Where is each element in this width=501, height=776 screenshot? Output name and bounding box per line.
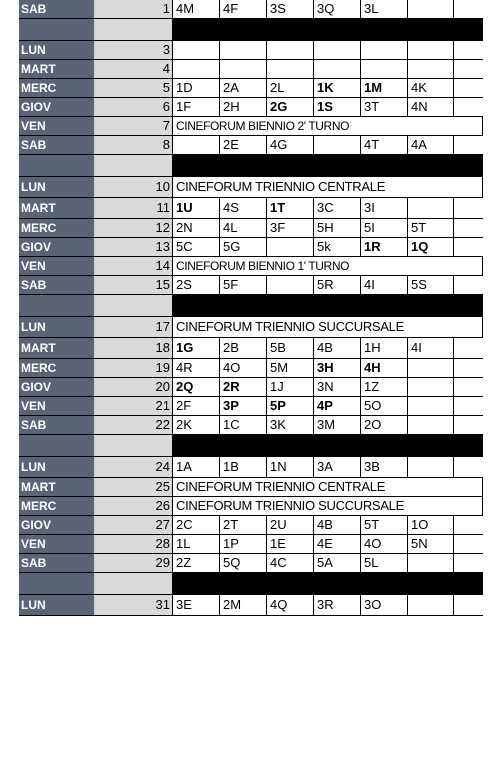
class-cell bbox=[408, 60, 454, 78]
class-cell: 1A bbox=[173, 457, 220, 477]
class-cell: 5B bbox=[267, 338, 314, 358]
class-cell: 2Q bbox=[173, 378, 220, 396]
class-cell: 4P bbox=[314, 397, 361, 415]
class-cell: 1E bbox=[267, 535, 314, 553]
class-cell: 3I bbox=[361, 198, 408, 218]
week-separator-row bbox=[19, 573, 483, 595]
class-cell: 1L bbox=[173, 535, 220, 553]
class-cell: 4B bbox=[314, 516, 361, 534]
class-cell: 5O bbox=[361, 397, 408, 415]
class-cell: 5R bbox=[314, 276, 361, 294]
event-cell: CINEFORUM TRIENNIO SUCCURSALE bbox=[173, 317, 483, 337]
day-cell: MERC bbox=[19, 79, 95, 97]
class-cell: 2N bbox=[173, 219, 220, 237]
class-cell: 4N bbox=[408, 98, 454, 116]
table-row bbox=[19, 276, 483, 295]
day-cell: LUN bbox=[19, 41, 95, 59]
class-cell: 1U bbox=[173, 198, 220, 218]
date-cell bbox=[95, 155, 173, 176]
class-cell: 4H bbox=[361, 359, 408, 377]
class-cell: 4E bbox=[314, 535, 361, 553]
day-cell bbox=[19, 295, 95, 316]
class-cell: 2T bbox=[220, 516, 267, 534]
class-cell: 2M bbox=[220, 595, 267, 615]
class-cell: 2A bbox=[220, 79, 267, 97]
table-row bbox=[19, 535, 483, 554]
class-cell: 3Q bbox=[314, 0, 361, 18]
date-cell: 13 bbox=[95, 238, 173, 256]
day-cell: LUN bbox=[19, 177, 95, 197]
class-cell: 2F bbox=[173, 397, 220, 415]
date-cell: 17 bbox=[95, 317, 173, 337]
class-cell: 5T bbox=[361, 516, 408, 534]
class-cell: 4Q bbox=[267, 595, 314, 615]
table-row bbox=[19, 60, 483, 79]
event-cell: CINEFORUM TRIENNIO CENTRALE bbox=[173, 177, 483, 197]
date-cell: 29 bbox=[95, 554, 173, 572]
class-cell: 1M bbox=[361, 79, 408, 97]
class-cell bbox=[267, 238, 314, 256]
class-cell: 4R bbox=[173, 359, 220, 377]
table-row bbox=[19, 397, 483, 416]
class-cell bbox=[408, 457, 454, 477]
week-separator-row bbox=[19, 435, 483, 457]
day-cell bbox=[19, 573, 95, 594]
class-cell: 5G bbox=[220, 238, 267, 256]
class-cell: 1T bbox=[267, 198, 314, 218]
date-cell: 6 bbox=[95, 98, 173, 116]
class-cell: 4I bbox=[361, 276, 408, 294]
class-cell: 5A bbox=[314, 554, 361, 572]
class-cell: 5M bbox=[267, 359, 314, 377]
class-cell: 3M bbox=[314, 416, 361, 434]
class-cell: 2L bbox=[267, 79, 314, 97]
class-cell bbox=[408, 595, 454, 615]
day-cell: SAB bbox=[19, 554, 95, 572]
class-cell: 4O bbox=[361, 535, 408, 553]
class-cell: 3A bbox=[314, 457, 361, 477]
date-cell bbox=[95, 295, 173, 316]
class-cell: 1Q bbox=[408, 238, 454, 256]
date-cell: 12 bbox=[95, 219, 173, 237]
class-cell bbox=[267, 41, 314, 59]
table-row bbox=[19, 338, 483, 359]
date-cell bbox=[95, 573, 173, 594]
day-cell: LUN bbox=[19, 457, 95, 477]
day-cell: SAB bbox=[19, 136, 95, 154]
class-cell: 5N bbox=[408, 535, 454, 553]
table-row bbox=[19, 478, 483, 497]
class-cell: 4S bbox=[220, 198, 267, 218]
class-cell: 3R bbox=[314, 595, 361, 615]
day-cell: GIOV bbox=[19, 98, 95, 116]
event-cell: CINEFORUM TRIENNIO SUCCURSALE bbox=[173, 497, 483, 515]
class-cell: 2O bbox=[361, 416, 408, 434]
class-cell: 1H bbox=[361, 338, 408, 358]
table-row bbox=[19, 79, 483, 98]
class-cell bbox=[173, 136, 220, 154]
class-cell: 3O bbox=[361, 595, 408, 615]
date-cell: 24 bbox=[95, 457, 173, 477]
class-cell: 3H bbox=[314, 359, 361, 377]
class-cell: 3E bbox=[173, 595, 220, 615]
day-cell: SAB bbox=[19, 416, 95, 434]
day-cell: MERC bbox=[19, 359, 95, 377]
class-cell bbox=[173, 41, 220, 59]
class-cell: 5L bbox=[361, 554, 408, 572]
class-cell bbox=[267, 276, 314, 294]
class-cell: 5S bbox=[408, 276, 454, 294]
day-cell: VEN bbox=[19, 117, 95, 135]
class-cell: 3F bbox=[267, 219, 314, 237]
date-cell: 20 bbox=[95, 378, 173, 396]
separator-bar bbox=[173, 295, 483, 316]
date-cell bbox=[95, 435, 173, 456]
day-cell bbox=[19, 155, 95, 176]
date-cell: 18 bbox=[95, 338, 173, 358]
date-cell: 4 bbox=[95, 60, 173, 78]
class-cell: 5I bbox=[361, 219, 408, 237]
week-separator-row bbox=[19, 155, 483, 177]
class-cell: 3S bbox=[267, 0, 314, 18]
table-row bbox=[19, 359, 483, 378]
date-cell: 28 bbox=[95, 535, 173, 553]
event-cell: CINEFORUM BIENNIO 1' TURNO bbox=[173, 257, 483, 275]
day-cell: GIOV bbox=[19, 516, 95, 534]
day-cell: SAB bbox=[19, 276, 95, 294]
date-cell: 25 bbox=[95, 478, 173, 496]
class-cell: 5H bbox=[314, 219, 361, 237]
day-cell bbox=[19, 435, 95, 456]
separator-bar bbox=[173, 155, 483, 176]
class-cell: 2C bbox=[173, 516, 220, 534]
class-cell: 2U bbox=[267, 516, 314, 534]
class-cell: 5T bbox=[408, 219, 454, 237]
day-cell: MART bbox=[19, 60, 95, 78]
class-cell: 4M bbox=[173, 0, 220, 18]
class-cell: 4T bbox=[361, 136, 408, 154]
date-cell: 19 bbox=[95, 359, 173, 377]
class-cell bbox=[408, 397, 454, 415]
table-row bbox=[19, 457, 483, 478]
class-cell: 1B bbox=[220, 457, 267, 477]
class-cell: 1G bbox=[173, 338, 220, 358]
class-cell bbox=[314, 60, 361, 78]
separator-bar bbox=[173, 435, 483, 456]
table-row bbox=[19, 238, 483, 257]
class-cell: 3K bbox=[267, 416, 314, 434]
class-cell: 1F bbox=[173, 98, 220, 116]
day-cell bbox=[19, 19, 95, 40]
table-row bbox=[19, 41, 483, 60]
class-cell: 1K bbox=[314, 79, 361, 97]
class-cell: 4A bbox=[408, 136, 454, 154]
class-cell: 3L bbox=[361, 0, 408, 18]
day-cell: MART bbox=[19, 338, 95, 358]
class-cell: 2K bbox=[173, 416, 220, 434]
class-cell bbox=[361, 41, 408, 59]
class-cell: 2E bbox=[220, 136, 267, 154]
class-cell bbox=[408, 0, 454, 18]
day-cell: MERC bbox=[19, 497, 95, 515]
date-cell: 7 bbox=[95, 117, 173, 135]
class-cell: 5C bbox=[173, 238, 220, 256]
class-cell: 5Q bbox=[220, 554, 267, 572]
class-cell: 4G bbox=[267, 136, 314, 154]
class-cell bbox=[220, 60, 267, 78]
date-cell: 5 bbox=[95, 79, 173, 97]
date-cell bbox=[95, 19, 173, 40]
day-cell: GIOV bbox=[19, 378, 95, 396]
date-cell: 15 bbox=[95, 276, 173, 294]
class-cell: 3B bbox=[361, 457, 408, 477]
table-row bbox=[19, 136, 483, 155]
event-cell: CINEFORUM BIENNIO 2' TURNO bbox=[173, 117, 483, 135]
table-row bbox=[19, 416, 483, 435]
class-cell bbox=[408, 198, 454, 218]
class-cell: 5F bbox=[220, 276, 267, 294]
separator-bar bbox=[173, 19, 483, 40]
class-cell: 1S bbox=[314, 98, 361, 116]
table-row bbox=[19, 177, 483, 198]
date-cell: 1 bbox=[95, 0, 173, 18]
class-cell: 2G bbox=[267, 98, 314, 116]
class-cell bbox=[408, 41, 454, 59]
class-cell bbox=[408, 416, 454, 434]
date-cell: 3 bbox=[95, 41, 173, 59]
class-cell: 3C bbox=[314, 198, 361, 218]
date-cell: 26 bbox=[95, 497, 173, 515]
day-cell: VEN bbox=[19, 535, 95, 553]
table-row bbox=[19, 219, 483, 238]
class-cell: 2B bbox=[220, 338, 267, 358]
date-cell: 31 bbox=[95, 595, 173, 615]
class-cell bbox=[361, 60, 408, 78]
event-cell: CINEFORUM TRIENNIO CENTRALE bbox=[173, 478, 483, 496]
class-cell bbox=[173, 60, 220, 78]
week-separator-row bbox=[19, 19, 483, 41]
class-cell: 1O bbox=[408, 516, 454, 534]
date-cell: 10 bbox=[95, 177, 173, 197]
class-cell bbox=[408, 378, 454, 396]
date-cell: 14 bbox=[95, 257, 173, 275]
table-row bbox=[19, 378, 483, 397]
table-row bbox=[19, 0, 483, 19]
class-cell bbox=[314, 136, 361, 154]
table-row bbox=[19, 317, 483, 338]
table-row bbox=[19, 117, 483, 136]
table-row bbox=[19, 516, 483, 535]
class-cell: 2R bbox=[220, 378, 267, 396]
class-cell: 4K bbox=[408, 79, 454, 97]
class-cell: 4B bbox=[314, 338, 361, 358]
class-cell: 1D bbox=[173, 79, 220, 97]
table-row bbox=[19, 198, 483, 219]
date-cell: 8 bbox=[95, 136, 173, 154]
class-cell: 1J bbox=[267, 378, 314, 396]
class-cell bbox=[267, 60, 314, 78]
class-cell: 1N bbox=[267, 457, 314, 477]
table-row bbox=[19, 497, 483, 516]
day-cell: GIOV bbox=[19, 238, 95, 256]
day-cell: MART bbox=[19, 478, 95, 496]
class-cell: 4O bbox=[220, 359, 267, 377]
class-cell: 3T bbox=[361, 98, 408, 116]
class-cell bbox=[314, 41, 361, 59]
class-cell bbox=[408, 554, 454, 572]
schedule-table bbox=[19, 0, 483, 616]
day-cell: LUN bbox=[19, 317, 95, 337]
day-cell: SAB bbox=[19, 0, 95, 18]
week-separator-row bbox=[19, 295, 483, 317]
class-cell: 1Z bbox=[361, 378, 408, 396]
class-cell: 5k bbox=[314, 238, 361, 256]
class-cell: 1C bbox=[220, 416, 267, 434]
date-cell: 22 bbox=[95, 416, 173, 434]
class-cell: 2H bbox=[220, 98, 267, 116]
class-cell: 4I bbox=[408, 338, 454, 358]
day-cell: VEN bbox=[19, 397, 95, 415]
separator-bar bbox=[173, 573, 483, 594]
table-row bbox=[19, 257, 483, 276]
class-cell: 2Z bbox=[173, 554, 220, 572]
day-cell: VEN bbox=[19, 257, 95, 275]
class-cell: 1R bbox=[361, 238, 408, 256]
class-cell: 4C bbox=[267, 554, 314, 572]
class-cell bbox=[220, 41, 267, 59]
table-row bbox=[19, 554, 483, 573]
date-cell: 11 bbox=[95, 198, 173, 218]
class-cell: 1P bbox=[220, 535, 267, 553]
date-cell: 21 bbox=[95, 397, 173, 415]
class-cell: 4L bbox=[220, 219, 267, 237]
day-cell: MART bbox=[19, 198, 95, 218]
table-row bbox=[19, 595, 483, 616]
class-cell: 3N bbox=[314, 378, 361, 396]
class-cell: 2S bbox=[173, 276, 220, 294]
date-cell: 27 bbox=[95, 516, 173, 534]
class-cell: 4F bbox=[220, 0, 267, 18]
table-row bbox=[19, 98, 483, 117]
class-cell bbox=[408, 359, 454, 377]
day-cell: MERC bbox=[19, 219, 95, 237]
class-cell: 5P bbox=[267, 397, 314, 415]
day-cell: LUN bbox=[19, 595, 95, 615]
class-cell: 3P bbox=[220, 397, 267, 415]
